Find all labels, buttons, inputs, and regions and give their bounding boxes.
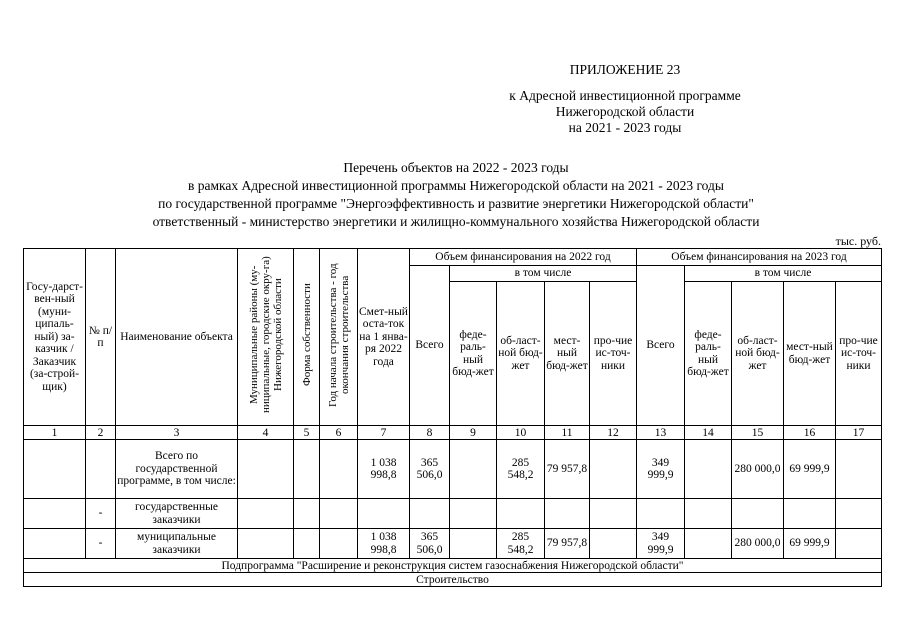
cell-name: муниципальные заказчики: [116, 529, 238, 559]
cell-other-2022: [590, 499, 637, 529]
column-number: 14: [685, 426, 732, 440]
column-number: 7: [358, 426, 410, 440]
header-incl-2023: в том числе: [685, 266, 882, 282]
cell-ownership: [294, 529, 320, 559]
cell-total-2022: [410, 499, 450, 529]
document-heading-line: в рамках Адресной инвестиционной программы Нижегородской области на 2021 - 2023 годы: [188, 178, 724, 193]
cell-local-2023: [784, 499, 836, 529]
header-years: [320, 249, 358, 426]
column-number: 1: [24, 426, 86, 440]
cell-num: -: [86, 529, 116, 559]
document-heading-line: Перечень объектов на 2022 - 2023 годы: [343, 160, 569, 175]
cell-local-2023: 69 999,9: [784, 440, 836, 499]
column-number: 9: [450, 426, 497, 440]
header-local-2022: мест-ный бюд-жет: [545, 282, 590, 426]
table-row: [24, 440, 882, 499]
cell-regional-2022: 285 548,2: [497, 529, 545, 559]
cell-name: Всего по государственной программе, в том числе:: [116, 440, 238, 499]
cell-district: [238, 499, 294, 529]
header-other-2022: про-чие ис-точ-ники: [590, 282, 637, 426]
document-heading-line: ответственный - министерство энергетики и жилищно-коммунального хозяйства Нижегородской области: [152, 214, 760, 229]
cell-customer: [24, 529, 86, 559]
appendix-title: ПРИЛОЖЕНИЕ 23: [569, 62, 681, 77]
header-fin-2022: Объем финансирования на 2022 год: [410, 249, 637, 266]
cell-total-2023: 349 999,9: [637, 440, 685, 499]
column-number: 17: [836, 426, 882, 440]
header-total-2022: Всего: [410, 266, 450, 426]
cell-federal-2023: [685, 440, 732, 499]
cell-total-2023: [637, 499, 685, 529]
column-number: 10: [497, 426, 545, 440]
column-number: 15: [732, 426, 784, 440]
cell-federal-2022: [450, 529, 497, 559]
column-number: 8: [410, 426, 450, 440]
column-number: 16: [784, 426, 836, 440]
column-number: 5: [294, 426, 320, 440]
cell-other-2023: [836, 440, 882, 499]
document-heading-line: по государственной программе "Энергоэффективность и развитие энергетики Нижегородской области": [158, 196, 754, 211]
header-name: Наименование объекта: [116, 249, 238, 426]
header-local-2023: мест-ный бюд-жет: [784, 282, 836, 426]
cell-regional-2023: 280 000,0: [732, 440, 784, 499]
cell-years: [320, 499, 358, 529]
subprogram-title: Подпрограмма "Расширение и реконструкция систем газоснабжения Нижегородской области": [24, 559, 882, 573]
header-customer: Госу-дарст-вен-ный (муни-ципаль-ный) за-казчик / Заказчик (за-строй-щик): [24, 249, 86, 426]
cell-regional-2022: 285 548,2: [497, 440, 545, 499]
cell-num: [86, 440, 116, 499]
cell-ownership: [294, 440, 320, 499]
appendix-line: к Адресной инвестиционной программе: [509, 88, 741, 103]
column-number: 13: [637, 426, 685, 440]
cell-district: [238, 529, 294, 559]
header-estimate: Смет-ный оста-ток на 1 янва-ря 2022 года: [358, 249, 410, 426]
cell-local-2022: 79 957,8: [545, 440, 590, 499]
cell-total-2022: 365 506,0: [410, 529, 450, 559]
cell-customer: [24, 440, 86, 499]
cell-federal-2023: [685, 499, 732, 529]
cell-estimate: 1 038 998,8: [358, 440, 410, 499]
column-number: 2: [86, 426, 116, 440]
cell-customer: [24, 499, 86, 529]
header-regional-2023: об-ласт-ной бюд-жет: [732, 282, 784, 426]
column-number: 4: [238, 426, 294, 440]
header-federal-2022: феде-раль-ный бюд-жет: [450, 282, 497, 426]
cell-estimate: 1 038 998,8: [358, 529, 410, 559]
column-number: 6: [320, 426, 358, 440]
cell-estimate: [358, 499, 410, 529]
header-ownership: [294, 249, 320, 426]
cell-regional-2023: 280 000,0: [732, 529, 784, 559]
cell-num: -: [86, 499, 116, 529]
header-incl-2022: в том числе: [450, 266, 637, 282]
cell-total-2023: 349 999,9: [637, 529, 685, 559]
header-num: № п/п: [86, 249, 116, 426]
header-federal-2023: феде-раль-ный бюд-жет: [685, 282, 732, 426]
cell-other-2022: [590, 529, 637, 559]
header-fin-2023: Объем финансирования на 2023 год: [637, 249, 882, 266]
cell-local-2022: [545, 499, 590, 529]
header-regional-2022: об-ласт-ной бюд-жет: [497, 282, 545, 426]
header-other-2023: про-чие ис-точ-ники: [836, 282, 882, 426]
column-number: 11: [545, 426, 590, 440]
cell-local-2022: 79 957,8: [545, 529, 590, 559]
units-label: тыс. руб.: [835, 234, 881, 248]
cell-regional-2022: [497, 499, 545, 529]
header-years-text: Год начала строительства - год окончания строительства: [326, 263, 351, 408]
header-total-2023: Всего: [637, 266, 685, 426]
objects-table: [23, 248, 882, 587]
cell-years: [320, 529, 358, 559]
cell-ownership: [294, 499, 320, 529]
table-row: [24, 529, 882, 559]
column-number: 3: [116, 426, 238, 440]
section-row: [24, 573, 882, 587]
cell-years: [320, 440, 358, 499]
table-row: [24, 499, 882, 529]
appendix-line: Нижегородской области: [555, 104, 695, 119]
cell-name: государственные заказчики: [116, 499, 238, 529]
cell-district: [238, 440, 294, 499]
header-district: [238, 249, 294, 426]
cell-other-2023: [836, 529, 882, 559]
header-ownership-text: Форма собственности: [300, 283, 313, 387]
cell-federal-2023: [685, 529, 732, 559]
appendix-line: на 2021 - 2023 годы: [568, 120, 682, 135]
cell-local-2023: 69 999,9: [784, 529, 836, 559]
cell-other-2022: [590, 440, 637, 499]
column-number-row: [24, 426, 882, 440]
cell-federal-2022: [450, 440, 497, 499]
section-title: Строительство: [24, 573, 882, 587]
cell-regional-2023: [732, 499, 784, 529]
header-district-text: Муниципальные районы (му-ниципальные, городские окру-га) Нижегородской области: [247, 256, 284, 414]
cell-total-2022: 365 506,0: [410, 440, 450, 499]
subprogram-row: [24, 559, 882, 573]
cell-federal-2022: [450, 499, 497, 529]
cell-other-2023: [836, 499, 882, 529]
column-number: 12: [590, 426, 637, 440]
